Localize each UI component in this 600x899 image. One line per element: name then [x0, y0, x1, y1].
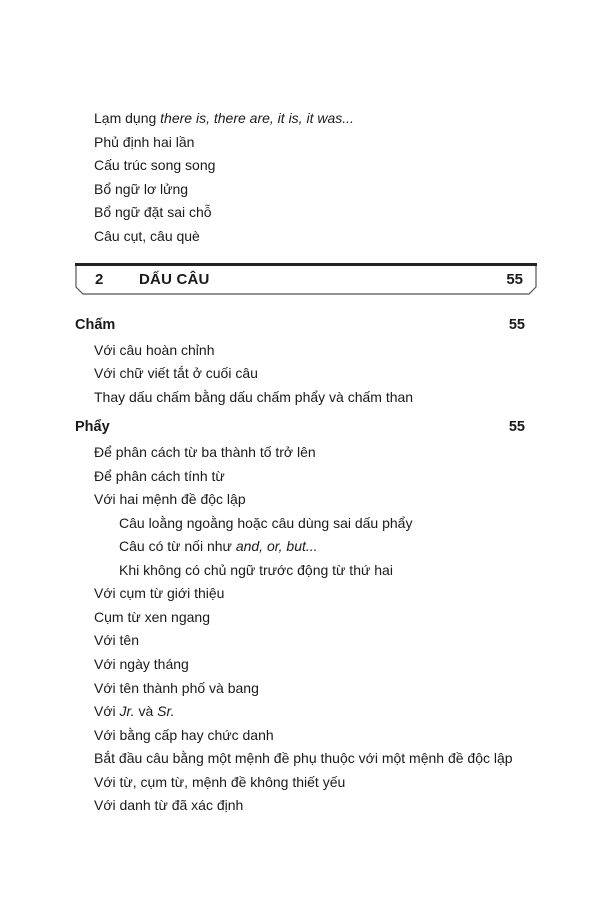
- toc-entry: [94, 467, 225, 485]
- toc-entry: Thay dấu chấm bằng dấu chấm phẩy và chấm than: [94, 389, 414, 405]
- toc-entry: [94, 584, 224, 602]
- entry-text: Với bằng cấp hay chức danh: [94, 727, 274, 743]
- entry-text: and, or, but...: [235, 538, 318, 554]
- entry-text: Với tên thành phố và bang: [94, 680, 259, 696]
- toc-subentry: [119, 561, 393, 579]
- entry-text: Để phân cách tính từ: [94, 468, 225, 484]
- toc-entry: [94, 702, 175, 720]
- toc-entry: [94, 773, 345, 791]
- chapter-page: 55: [506, 271, 523, 288]
- entry-text: Sr.: [157, 703, 175, 719]
- entry-text: Khi không có chủ ngữ trước động từ thứ hai: [119, 562, 393, 578]
- toc-entry: [94, 726, 274, 744]
- entry-text: Với ngày tháng: [94, 656, 189, 672]
- section-title-cham: Chấm: [75, 317, 116, 333]
- chapter-number: 2: [95, 271, 104, 288]
- toc-entry: [94, 655, 189, 673]
- entry-text: và: [134, 703, 158, 719]
- section-page-cham: 55: [508, 317, 525, 333]
- toc-entry: [94, 608, 210, 626]
- entry-text: Để phân cách từ ba thành tố trở lên: [94, 444, 316, 460]
- toc-entry: [94, 443, 316, 461]
- toc-entry: Cấu trúc song song: [94, 157, 216, 173]
- entry-text: Với hai mệnh đề độc lập: [94, 491, 246, 507]
- toc-entry: [94, 679, 259, 697]
- toc-subentry: [119, 514, 412, 532]
- toc-subentry: [119, 537, 318, 555]
- entry-text: Với từ, cụm từ, mệnh đề không thiết yếu: [94, 774, 346, 790]
- entry-text: Với tên: [94, 632, 139, 648]
- entry-text: Cụm từ xen ngang: [94, 609, 210, 625]
- toc-entry: [94, 631, 139, 649]
- toc-entry: Lạm dụng there is, there are, it is, it was...: [94, 110, 354, 126]
- toc-entry: Với chữ viết tắt ở cuối câu: [94, 365, 258, 381]
- section-page-phay: 55: [508, 419, 525, 435]
- entry-text: Câu loằng ngoằng hoặc câu dùng sai dấu phẩy: [119, 515, 413, 531]
- chapter-banner: [75, 263, 537, 295]
- toc-entry: Bổ ngữ lơ lửng: [94, 181, 189, 197]
- toc-entry: Với câu hoàn chỉnh: [94, 342, 215, 358]
- toc-entry: Bổ ngữ đặt sai chỗ: [94, 204, 212, 220]
- entry-text: Câu có từ nối như: [119, 538, 236, 554]
- toc-entry: [94, 749, 513, 767]
- section-title-phay: Phẩy: [75, 419, 110, 435]
- toc-entry: [94, 796, 243, 814]
- toc-entry: Câu cụt, câu què: [94, 228, 200, 244]
- entry-text: Với danh từ đã xác định: [94, 797, 244, 813]
- entry-text: Bắt đầu câu bằng một mệnh đề phụ thuộc với một mệnh đề độc lập: [94, 750, 513, 766]
- toc-entry: [94, 490, 246, 508]
- chapter-title: DẤU CÂU: [139, 271, 210, 288]
- entry-text: Với: [94, 703, 120, 719]
- entry-text: Với cụm từ giới thiệu: [94, 585, 225, 601]
- toc-entry: Phủ định hai lần: [94, 134, 195, 150]
- entry-text: Jr.: [119, 703, 135, 719]
